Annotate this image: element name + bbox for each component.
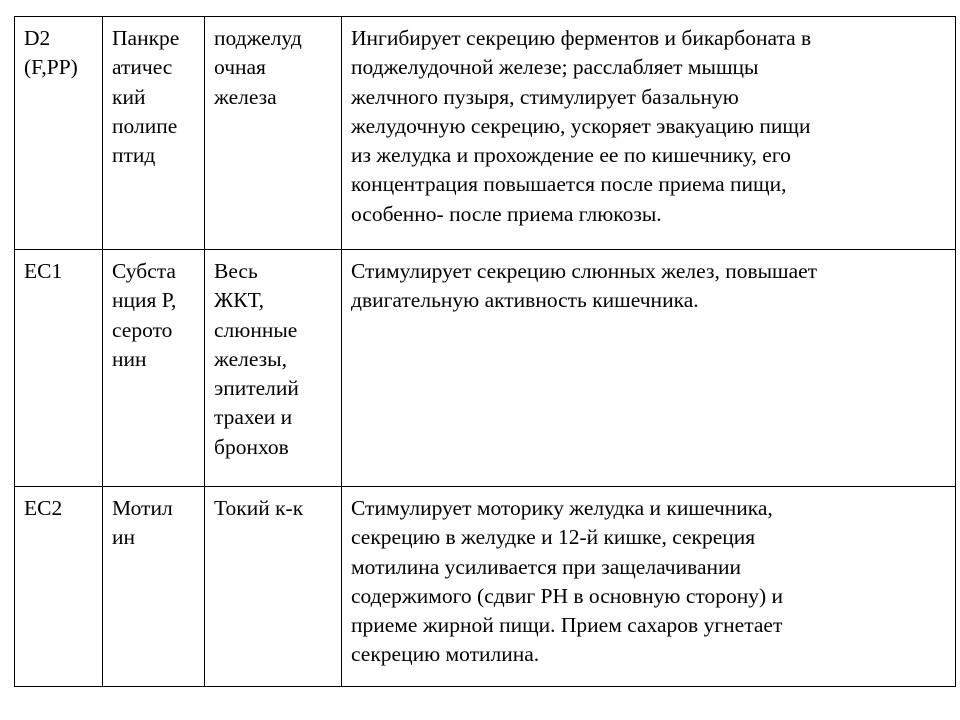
cell-text-line: кий: [112, 84, 146, 109]
table-body: [15, 17, 956, 687]
cell-code: [15, 17, 103, 250]
cell-text-line: приеме жирной пищи. Прием сахаров угнетает: [351, 613, 783, 638]
cell-text-line: нция Р,: [112, 288, 177, 313]
cell-substance: [103, 487, 205, 687]
cell-text-line: железа: [214, 84, 277, 109]
cell-text-line: птид: [112, 143, 156, 168]
cell-text-line: EC2: [24, 496, 63, 520]
cell-text-line: ин: [112, 525, 136, 550]
cell-text-line: Субста: [112, 259, 176, 283]
cell-text-line: атичес: [112, 55, 173, 80]
cell-function: [342, 487, 956, 687]
cell-text-line: желудочную секрецию, ускоряет эвакуацию пищи: [351, 113, 811, 138]
cell-text-line: Стимулирует секрецию слюнных желез, повышает: [351, 259, 818, 283]
hormone-table: [14, 16, 956, 687]
cell-text-line: (F,PP): [24, 55, 78, 80]
cell-text-line: секрецию мотилина.: [351, 642, 540, 667]
cell-text-line: полипе: [112, 113, 178, 138]
cell-text-line: слюнные: [214, 317, 298, 342]
cell-text-line: поджелудочной железе; расслабляет мышцы: [351, 55, 759, 80]
cell-text-line: ЖКТ,: [214, 288, 264, 313]
cell-text-line: из желудка и прохождение ее по кишечнику, его: [351, 143, 791, 168]
cell-text-line: трахеи и: [214, 405, 293, 430]
cell-location: [205, 250, 342, 487]
cell-text-line: Токий к-к: [214, 496, 304, 520]
table-row: [15, 17, 956, 250]
table-row: [15, 487, 956, 687]
cell-text-line: мотилина усиливается при защелачивании: [351, 554, 742, 579]
cell-text-line: концентрация повышается после приема пищи,: [351, 172, 787, 197]
cell-text-line: эпителий: [214, 376, 299, 401]
cell-text-line: EC1: [24, 259, 63, 283]
cell-text-line: Ингибирует секрецию ферментов и бикарбоната в: [351, 26, 812, 50]
cell-substance: [103, 250, 205, 487]
cell-text-line: содержимого (сдвиг РН в основную сторону) и: [351, 583, 784, 608]
cell-code: [15, 487, 103, 687]
cell-location: [205, 17, 342, 250]
cell-text-line: Весь: [214, 259, 258, 283]
cell-text-line: поджелуд: [214, 26, 302, 50]
cell-text-line: D2: [24, 26, 51, 50]
cell-text-line: железы,: [214, 346, 287, 371]
cell-substance: [103, 17, 205, 250]
cell-text-line: нин: [112, 346, 147, 371]
cell-text-line: Стимулирует моторику желудка и кишечника,: [351, 496, 773, 520]
cell-text-line: бронхов: [214, 434, 289, 459]
cell-text-line: желчного пузыря, стимулирует базальную: [351, 84, 739, 109]
cell-code: [15, 250, 103, 487]
cell-text-line: особенно- после приема глюкозы.: [351, 201, 662, 226]
cell-function: [342, 17, 956, 250]
cell-location: [205, 487, 342, 687]
cell-text-line: Мотил: [112, 496, 173, 520]
cell-text-line: секрецию в желудке и 12-й кишке, секреция: [351, 525, 756, 550]
cell-function: [342, 250, 956, 487]
cell-text-line: серото: [112, 317, 173, 342]
cell-text-line: Панкре: [112, 26, 180, 50]
cell-text-line: двигательную активность кишечника.: [351, 288, 699, 313]
table-row: [15, 250, 956, 487]
cell-text-line: очная: [214, 55, 266, 80]
